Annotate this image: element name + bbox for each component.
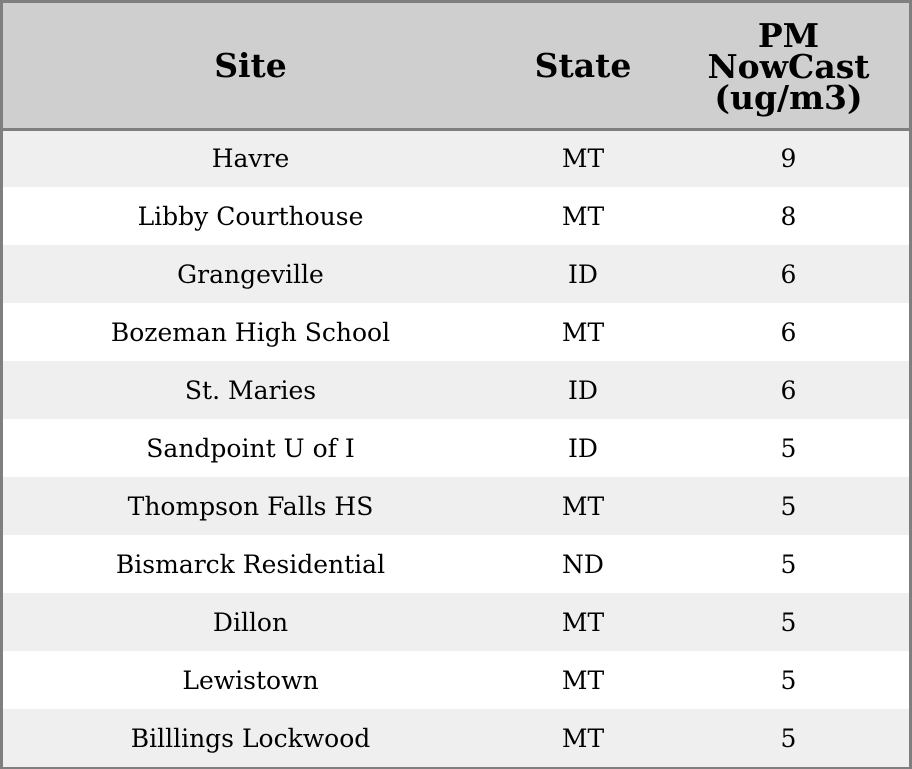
site-cell: St. Maries bbox=[184, 375, 317, 405]
header-state: State bbox=[498, 3, 668, 129]
state-cell: MT bbox=[561, 491, 605, 521]
site-cell: Dillon bbox=[212, 607, 289, 637]
header-pm-line-2: NowCast bbox=[707, 46, 870, 86]
pm-value-cell: 9 bbox=[780, 144, 797, 174]
pm-value-cell: 5 bbox=[780, 433, 797, 463]
pm-value-cell: 8 bbox=[780, 201, 797, 231]
state-cell: MT bbox=[561, 317, 605, 347]
table-row bbox=[3, 187, 909, 245]
header-site: Site bbox=[3, 3, 498, 129]
pm-value-cell: 6 bbox=[780, 375, 797, 405]
header-row bbox=[3, 3, 909, 129]
site-cell: Bismarck Residential bbox=[115, 549, 386, 579]
site-cell: Billlings Lockwood bbox=[130, 723, 371, 753]
pm-value-cell: 5 bbox=[780, 723, 797, 753]
pm-value-cell: 5 bbox=[780, 491, 797, 521]
table-body bbox=[3, 129, 909, 767]
header-pm-line-1: PM bbox=[757, 15, 820, 55]
table-row bbox=[3, 245, 909, 303]
state-cell: ID bbox=[568, 259, 598, 289]
pm-value-cell: 5 bbox=[780, 607, 797, 637]
state-cell: ID bbox=[568, 375, 598, 405]
state-cell: MT bbox=[561, 723, 605, 753]
site-cell: Thompson Falls HS bbox=[127, 491, 374, 521]
pm-nowcast-table bbox=[3, 3, 909, 767]
pm-value-cell: 5 bbox=[780, 549, 797, 579]
table-row bbox=[3, 361, 909, 419]
table-header bbox=[3, 3, 909, 129]
table-row bbox=[3, 593, 909, 651]
table-row bbox=[3, 477, 909, 535]
pm-value-cell: 6 bbox=[780, 259, 797, 289]
table-row bbox=[3, 303, 909, 361]
site-cell: Libby Courthouse bbox=[137, 201, 364, 231]
state-cell: ID bbox=[568, 433, 598, 463]
state-cell: MT bbox=[561, 144, 605, 174]
site-cell: Havre bbox=[211, 144, 290, 174]
table-row bbox=[3, 535, 909, 593]
state-cell: MT bbox=[561, 665, 605, 695]
site-cell: Lewistown bbox=[182, 665, 319, 695]
pm-value-cell: 6 bbox=[780, 317, 797, 347]
site-cell: Bozeman High School bbox=[110, 317, 391, 347]
state-cell: MT bbox=[561, 607, 605, 637]
site-cell: Sandpoint U of I bbox=[146, 433, 355, 463]
table-row bbox=[3, 651, 909, 709]
state-cell: MT bbox=[561, 201, 605, 231]
table-row bbox=[3, 709, 909, 767]
header-pm-nowcast bbox=[668, 3, 909, 129]
pm-value-cell: 5 bbox=[780, 665, 797, 695]
table-row bbox=[3, 129, 909, 187]
table-row bbox=[3, 419, 909, 477]
header-pm-line-3: (ug/m3) bbox=[714, 77, 863, 117]
site-cell: Grangeville bbox=[177, 259, 324, 289]
state-cell: ND bbox=[562, 549, 604, 579]
